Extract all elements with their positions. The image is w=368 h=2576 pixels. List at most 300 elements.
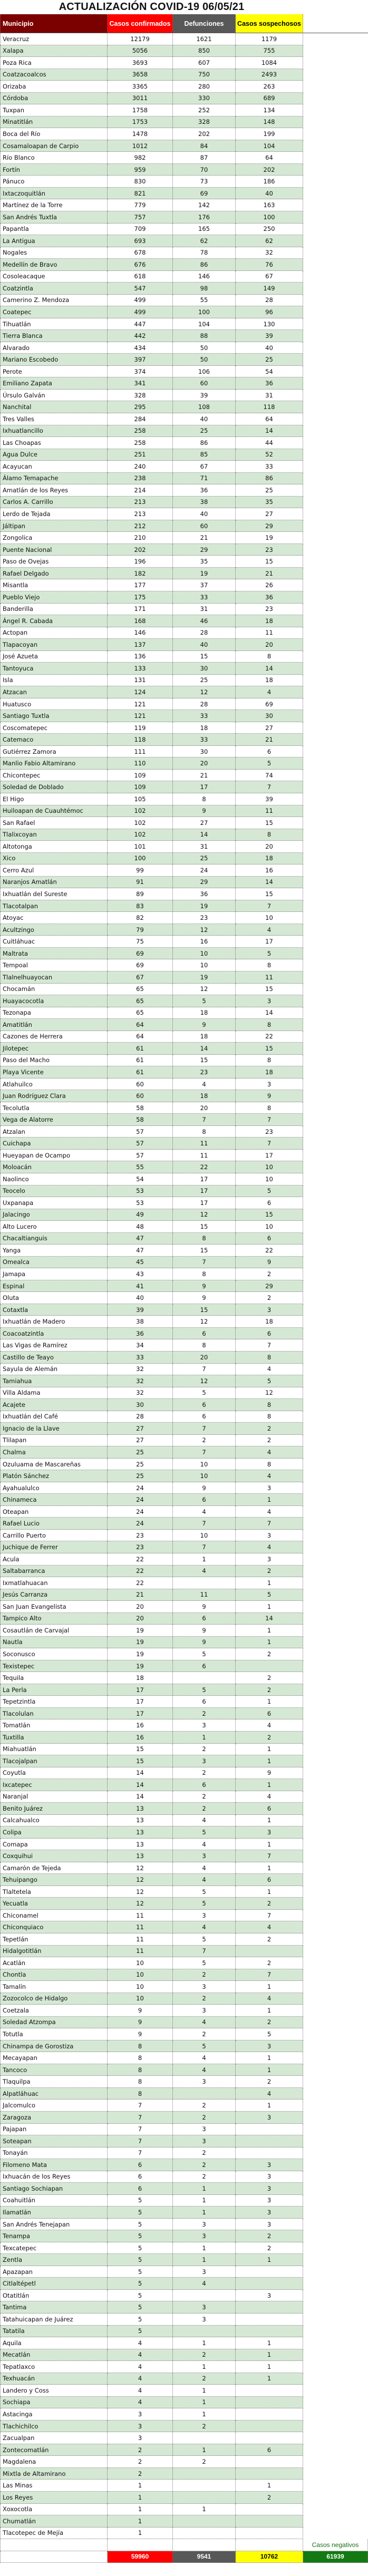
sospechosos-cell xyxy=(236,2421,303,2433)
row-spacer xyxy=(303,401,368,413)
table-row xyxy=(0,2147,368,2160)
confirmados-cell: 5 xyxy=(108,2313,173,2326)
row-spacer xyxy=(303,1898,368,1910)
row-spacer xyxy=(303,1589,368,1601)
row-spacer xyxy=(303,2135,368,2147)
municipio-cell: Córdoba xyxy=(0,93,108,105)
defunciones-cell: 7 xyxy=(173,1946,236,1958)
sospechosos-cell: 8 xyxy=(236,651,303,663)
table-row xyxy=(0,1506,368,1518)
municipio-cell: Jamapa xyxy=(0,1268,108,1280)
municipio-cell: Texcatepec xyxy=(0,2242,108,2254)
row-spacer xyxy=(303,1423,368,1435)
row-spacer xyxy=(303,1257,368,1269)
sospechosos-cell: 4 xyxy=(236,1506,303,1518)
table-row xyxy=(0,497,368,509)
municipio-cell: Ixhuacán de los Reyes xyxy=(0,2171,108,2183)
sospechosos-cell: 148 xyxy=(236,116,303,129)
sospechosos-cell: 1 xyxy=(236,1779,303,1791)
municipio-cell: Mixtla de Altamirano xyxy=(0,2468,108,2480)
table-row xyxy=(0,1672,368,1684)
defunciones-cell: 12 xyxy=(173,686,236,698)
sospechosos-cell: 186 xyxy=(236,176,303,188)
row-spacer xyxy=(303,164,368,176)
municipio-cell: Sochiapa xyxy=(0,2397,108,2409)
defunciones-cell: 5 xyxy=(173,1387,236,1399)
row-spacer xyxy=(303,829,368,841)
confirmados-cell: 16 xyxy=(108,1719,173,1732)
sospechosos-cell: 263 xyxy=(236,81,303,93)
defunciones-cell: 5 xyxy=(173,995,236,1007)
municipio-cell: Amatlán de los Reyes xyxy=(0,484,108,497)
sospechosos-cell: 33 xyxy=(236,461,303,473)
defunciones-cell: 2 xyxy=(173,2099,236,2112)
row-spacer xyxy=(303,377,368,390)
confirmados-cell: 10 xyxy=(108,1957,173,1969)
defunciones-cell: 4 xyxy=(173,1839,236,1851)
sospechosos-cell: 1 xyxy=(236,2480,303,2492)
sospechosos-cell: 11 xyxy=(236,627,303,639)
sospechosos-cell: 14 xyxy=(236,877,303,889)
row-spacer xyxy=(303,651,368,663)
row-spacer xyxy=(303,1078,368,1091)
municipio-cell: Tepetzintla xyxy=(0,1696,108,1708)
confirmados-cell: 374 xyxy=(108,366,173,378)
row-spacer xyxy=(303,1411,368,1423)
defunciones-cell: 60 xyxy=(173,377,236,390)
defunciones-cell: 10 xyxy=(173,948,236,960)
municipio-cell: Amatitlán xyxy=(0,1019,108,1031)
defunciones-cell: 30 xyxy=(173,663,236,675)
table-row xyxy=(0,1577,368,1589)
municipio-cell: Saltabarranca xyxy=(0,1566,108,1578)
municipio-cell: Jalcomulco xyxy=(0,2099,108,2112)
defunciones-cell: 3 xyxy=(173,1981,236,1993)
sospechosos-cell: 1 xyxy=(236,1637,303,1649)
table-row xyxy=(0,366,368,378)
defunciones-cell: 11 xyxy=(173,1589,236,1601)
defunciones-cell: 100 xyxy=(173,306,236,318)
sospechosos-cell: 1 xyxy=(236,2337,303,2349)
confirmados-cell: 25 xyxy=(108,1459,173,1471)
header-casos-negativos: Casos negativos xyxy=(303,2539,368,2551)
sospechosos-cell: 1 xyxy=(236,1744,303,1756)
confirmados-cell: 23 xyxy=(108,1530,173,1542)
municipio-cell: Coatepec xyxy=(0,306,108,318)
confirmados-cell: 3 xyxy=(108,2408,173,2421)
defunciones-cell: 6 xyxy=(173,1328,236,1340)
municipio-cell: Nogales xyxy=(0,247,108,259)
table-row xyxy=(0,318,368,330)
confirmados-cell: 100 xyxy=(108,853,173,865)
municipio-cell: Acultzingo xyxy=(0,924,108,936)
defunciones-cell: 4 xyxy=(173,1874,236,1886)
defunciones-cell: 3 xyxy=(173,2124,236,2136)
defunciones-cell: 2 xyxy=(173,1767,236,1780)
header-defunciones: Defunciones xyxy=(173,14,236,33)
sospechosos-cell: 2 xyxy=(236,1435,303,1447)
defunciones-cell: 73 xyxy=(173,176,236,188)
municipio-cell: Zontecomatlán xyxy=(0,2444,108,2456)
municipio-cell: Atoyac xyxy=(0,912,108,924)
row-spacer xyxy=(303,1280,368,1292)
sospechosos-cell: 44 xyxy=(236,437,303,449)
sospechosos-cell: 7 xyxy=(236,1518,303,1530)
municipio-cell: Martínez de la Torre xyxy=(0,199,108,211)
municipio-cell: Ixtaczoquitlán xyxy=(0,188,108,200)
defunciones-cell: 1 xyxy=(173,2444,236,2456)
municipio-cell: Soconusco xyxy=(0,1648,108,1660)
table-row xyxy=(0,1019,368,1031)
table-row xyxy=(0,864,368,877)
municipio-cell: Tampico Alto xyxy=(0,1613,108,1625)
confirmados-cell: 28 xyxy=(108,1411,173,1423)
table-row xyxy=(0,1411,368,1423)
row-spacer xyxy=(303,1541,368,1553)
row-spacer xyxy=(303,1161,368,1173)
defunciones-cell: 5 xyxy=(173,1957,236,1969)
municipio-cell: Juan Rodríguez Clara xyxy=(0,1090,108,1102)
row-spacer xyxy=(303,1197,368,1209)
defunciones-cell: 6 xyxy=(173,1494,236,1506)
confirmados-cell: 202 xyxy=(108,544,173,556)
row-spacer xyxy=(303,259,368,271)
defunciones-cell xyxy=(173,1577,236,1589)
empty-cell xyxy=(236,2539,303,2551)
row-spacer xyxy=(303,1530,368,1542)
defunciones-cell: 25 xyxy=(173,853,236,865)
sospechosos-cell: 8 xyxy=(236,1352,303,1364)
row-spacer xyxy=(303,1138,368,1150)
defunciones-cell: 31 xyxy=(173,604,236,616)
defunciones-cell: 46 xyxy=(173,615,236,627)
confirmados-cell: 4 xyxy=(108,2397,173,2409)
municipio-cell: Playa Vicente xyxy=(0,1066,108,1078)
sospechosos-cell xyxy=(236,2385,303,2397)
defunciones-cell: 17 xyxy=(173,1185,236,1198)
table-row xyxy=(0,1446,368,1459)
municipio-cell: Veracruz xyxy=(0,33,108,45)
municipio-cell: Oteapan xyxy=(0,1506,108,1518)
municipio-cell: Lerdo de Tejada xyxy=(0,508,108,520)
table-row xyxy=(0,1933,368,1946)
table-row xyxy=(0,176,368,188)
row-spacer xyxy=(303,1304,368,1316)
confirmados-cell: 24 xyxy=(108,1506,173,1518)
sospechosos-cell: 8 xyxy=(236,1459,303,1471)
municipio-cell: Tancoco xyxy=(0,2064,108,2076)
row-spacer xyxy=(303,2076,368,2088)
defunciones-cell: 23 xyxy=(173,912,236,924)
defunciones-cell: 2 xyxy=(173,2421,236,2433)
defunciones-cell: 29 xyxy=(173,544,236,556)
table-row xyxy=(0,793,368,805)
confirmados-cell: 12179 xyxy=(108,33,173,45)
row-spacer xyxy=(303,1506,368,1518)
municipio-cell: Chinampa de Gorostiza xyxy=(0,2040,108,2053)
table-row xyxy=(0,1957,368,1969)
sospechosos-cell: 76 xyxy=(236,259,303,271)
table-row xyxy=(0,235,368,247)
sospechosos-cell xyxy=(236,2515,303,2528)
defunciones-cell: 15 xyxy=(173,1304,236,1316)
table-row xyxy=(0,936,368,948)
municipio-cell: Apazapan xyxy=(0,2266,108,2278)
confirmados-cell: 27 xyxy=(108,1435,173,1447)
municipio-cell: Álamo Temapache xyxy=(0,473,108,485)
defunciones-cell: 19 xyxy=(173,568,236,580)
confirmados-cell: 757 xyxy=(108,211,173,223)
confirmados-cell: 5 xyxy=(108,2230,173,2242)
defunciones-cell: 15 xyxy=(173,1221,236,1233)
row-spacer xyxy=(303,437,368,449)
confirmados-cell: 434 xyxy=(108,342,173,354)
table-row xyxy=(0,1518,368,1530)
defunciones-cell xyxy=(173,2088,236,2100)
sospechosos-cell: 199 xyxy=(236,128,303,140)
confirmados-cell: 4 xyxy=(108,2349,173,2361)
confirmados-cell: 8 xyxy=(108,2040,173,2053)
row-spacer xyxy=(303,342,368,354)
confirmados-cell: 5 xyxy=(108,2278,173,2290)
confirmados-cell: 258 xyxy=(108,425,173,438)
table-row xyxy=(0,283,368,295)
confirmados-cell: 19 xyxy=(108,1660,173,1673)
confirmados-cell: 12 xyxy=(108,1886,173,1898)
row-spacer xyxy=(303,841,368,853)
defunciones-cell: 9 xyxy=(173,1280,236,1292)
table-row xyxy=(0,2112,368,2124)
row-spacer xyxy=(303,425,368,438)
sospechosos-cell: 5 xyxy=(236,948,303,960)
municipio-cell: Las Choapas xyxy=(0,437,108,449)
table-row xyxy=(0,271,368,283)
table-row xyxy=(0,734,368,746)
confirmados-cell: 214 xyxy=(108,484,173,497)
table-row xyxy=(0,984,368,996)
sospechosos-cell: 3 xyxy=(236,2040,303,2053)
confirmados-cell: 11 xyxy=(108,1921,173,1933)
confirmados-cell: 25 xyxy=(108,1446,173,1459)
municipio-cell: Tlacojalpan xyxy=(0,1755,108,1767)
confirmados-cell: 3011 xyxy=(108,93,173,105)
defunciones-cell: 7 xyxy=(173,1446,236,1459)
municipio-cell: Benito Juárez xyxy=(0,1803,108,1815)
defunciones-cell: 4 xyxy=(173,1078,236,1091)
table-row xyxy=(0,128,368,140)
row-spacer xyxy=(303,532,368,544)
row-spacer xyxy=(303,93,368,105)
row-spacer xyxy=(303,1007,368,1019)
confirmados-cell: 1758 xyxy=(108,104,173,116)
row-spacer xyxy=(303,1779,368,1791)
row-spacer xyxy=(303,413,368,425)
confirmados-cell: 105 xyxy=(108,793,173,805)
confirmados-cell: 9 xyxy=(108,2005,173,2017)
table-row xyxy=(0,2432,368,2444)
confirmados-cell: 18 xyxy=(108,1672,173,1684)
table-row xyxy=(0,1862,368,1874)
row-spacer xyxy=(303,853,368,865)
row-spacer xyxy=(303,33,368,45)
municipio-cell: Chumatlán xyxy=(0,2515,108,2528)
table-row xyxy=(0,1245,368,1257)
row-spacer xyxy=(303,793,368,805)
confirmados-cell: 30 xyxy=(108,1399,173,1411)
totals-row xyxy=(0,2551,368,2563)
municipio-cell: Atlahuilco xyxy=(0,1078,108,1091)
sospechosos-cell: 4 xyxy=(236,1791,303,1803)
sospechosos-cell: 4 xyxy=(236,686,303,698)
row-spacer xyxy=(303,1815,368,1827)
municipio-cell: Xoxocotla xyxy=(0,2504,108,2516)
defunciones-cell: 24 xyxy=(173,864,236,877)
table-row xyxy=(0,1470,368,1482)
row-spacer xyxy=(303,295,368,307)
defunciones-cell: 5 xyxy=(173,1933,236,1946)
table-row xyxy=(0,2052,368,2064)
row-spacer xyxy=(303,1566,368,1578)
confirmados-cell: 3693 xyxy=(108,57,173,69)
defunciones-cell: 36 xyxy=(173,484,236,497)
sospechosos-cell: 64 xyxy=(236,152,303,164)
header-municipio: Municipio xyxy=(0,14,108,33)
confirmados-cell: 49 xyxy=(108,1209,173,1221)
table-row xyxy=(0,520,368,532)
table-row xyxy=(0,1375,368,1387)
confirmados-cell: 5 xyxy=(108,2242,173,2254)
confirmados-cell: 1478 xyxy=(108,128,173,140)
row-spacer xyxy=(303,1625,368,1637)
row-spacer xyxy=(303,1577,368,1589)
sospechosos-cell: 18 xyxy=(236,675,303,687)
sospechosos-cell xyxy=(236,2266,303,2278)
row-spacer xyxy=(303,948,368,960)
defunciones-cell: 1 xyxy=(173,2504,236,2516)
confirmados-cell: 258 xyxy=(108,437,173,449)
row-spacer xyxy=(303,1482,368,1494)
sospechosos-cell: 130 xyxy=(236,318,303,330)
municipio-cell: Villa Aldama xyxy=(0,1387,108,1399)
row-spacer xyxy=(303,627,368,639)
empty-cell xyxy=(108,2539,173,2551)
confirmados-cell: 65 xyxy=(108,1007,173,1019)
sospechosos-cell: 14 xyxy=(236,1007,303,1019)
row-spacer xyxy=(303,900,368,912)
table-row xyxy=(0,2349,368,2361)
municipio-cell: Las Minas xyxy=(0,2480,108,2492)
row-spacer xyxy=(303,2219,368,2231)
municipio-cell: Coatzacoalcos xyxy=(0,69,108,81)
sospechosos-cell: 5 xyxy=(236,1589,303,1601)
municipio-cell: San Juan Evangelista xyxy=(0,1601,108,1613)
confirmados-cell: 58 xyxy=(108,1114,173,1126)
row-spacer xyxy=(303,2504,368,2516)
sospechosos-cell: 7 xyxy=(236,1910,303,1922)
municipio-cell: Medellín de Bravo xyxy=(0,259,108,271)
sospechosos-cell: 3 xyxy=(236,1078,303,1091)
municipio-cell: Tlacotalpan xyxy=(0,900,108,912)
sospechosos-cell: 25 xyxy=(236,484,303,497)
row-spacer xyxy=(303,1946,368,1958)
row-spacer xyxy=(303,1862,368,1874)
municipio-cell: Yanga xyxy=(0,1245,108,1257)
sospechosos-cell: 1 xyxy=(236,1981,303,1993)
sospechosos-cell: 2 xyxy=(236,2017,303,2029)
confirmados-cell: 109 xyxy=(108,770,173,782)
confirmados-cell: 14 xyxy=(108,1779,173,1791)
defunciones-cell: 5 xyxy=(173,1886,236,1898)
defunciones-cell: 9 xyxy=(173,1292,236,1304)
confirmados-cell: 210 xyxy=(108,532,173,544)
sospechosos-cell: 2 xyxy=(236,2076,303,2088)
municipio-cell: Tecolutla xyxy=(0,1102,108,1114)
table-row xyxy=(0,390,368,402)
table-row xyxy=(0,1886,368,1898)
defunciones-cell: 2 xyxy=(173,2349,236,2361)
covid-table xyxy=(0,14,368,2563)
municipio-cell: Mecayapan xyxy=(0,2052,108,2064)
table-row xyxy=(0,2219,368,2231)
sospechosos-cell: 18 xyxy=(236,1066,303,1078)
row-spacer xyxy=(303,2456,368,2468)
confirmados-cell: 47 xyxy=(108,1233,173,1245)
municipio-cell: Tantoyuca xyxy=(0,663,108,675)
defunciones-cell: 6 xyxy=(173,1613,236,1625)
sospechosos-cell: 96 xyxy=(236,306,303,318)
table-row xyxy=(0,1459,368,1471)
municipio-cell: Yecuatla xyxy=(0,1898,108,1910)
defunciones-cell: 108 xyxy=(173,401,236,413)
defunciones-cell: 39 xyxy=(173,390,236,402)
table-row xyxy=(0,1339,368,1352)
sospechosos-cell: 18 xyxy=(236,853,303,865)
municipio-cell: Tierra Blanca xyxy=(0,330,108,342)
sospechosos-cell xyxy=(236,2456,303,2468)
defunciones-cell: 1 xyxy=(173,2183,236,2195)
confirmados-cell: 58 xyxy=(108,1102,173,1114)
row-spacer xyxy=(303,675,368,687)
row-spacer xyxy=(303,140,368,152)
confirmados-cell: 121 xyxy=(108,710,173,722)
sospechosos-cell: 39 xyxy=(236,330,303,342)
defunciones-cell: 1 xyxy=(173,2337,236,2349)
table-row xyxy=(0,81,368,93)
row-spacer xyxy=(303,924,368,936)
confirmados-cell: 20 xyxy=(108,1601,173,1613)
municipio-cell: Ignacio de la Llave xyxy=(0,1423,108,1435)
row-spacer xyxy=(303,746,368,758)
defunciones-cell: 8 xyxy=(173,1233,236,1245)
table-row xyxy=(0,651,368,663)
sospechosos-cell: 36 xyxy=(236,591,303,604)
defunciones-cell: 55 xyxy=(173,295,236,307)
sospechosos-cell: 15 xyxy=(236,556,303,568)
municipio-cell: Carrillo Puerto xyxy=(0,1530,108,1542)
table-row xyxy=(0,781,368,793)
table-row xyxy=(0,2088,368,2100)
row-spacer xyxy=(303,508,368,520)
table-row xyxy=(0,2124,368,2136)
municipio-cell: Coacoatzintla xyxy=(0,1328,108,1340)
sospechosos-cell: 15 xyxy=(236,984,303,996)
row-spacer xyxy=(303,1292,368,1304)
defunciones-cell: 8 xyxy=(173,1126,236,1138)
defunciones-cell: 11 xyxy=(173,1138,236,1150)
row-spacer xyxy=(303,2290,368,2302)
defunciones-cell: 16 xyxy=(173,936,236,948)
total-confirmados: 59960 xyxy=(108,2551,173,2563)
